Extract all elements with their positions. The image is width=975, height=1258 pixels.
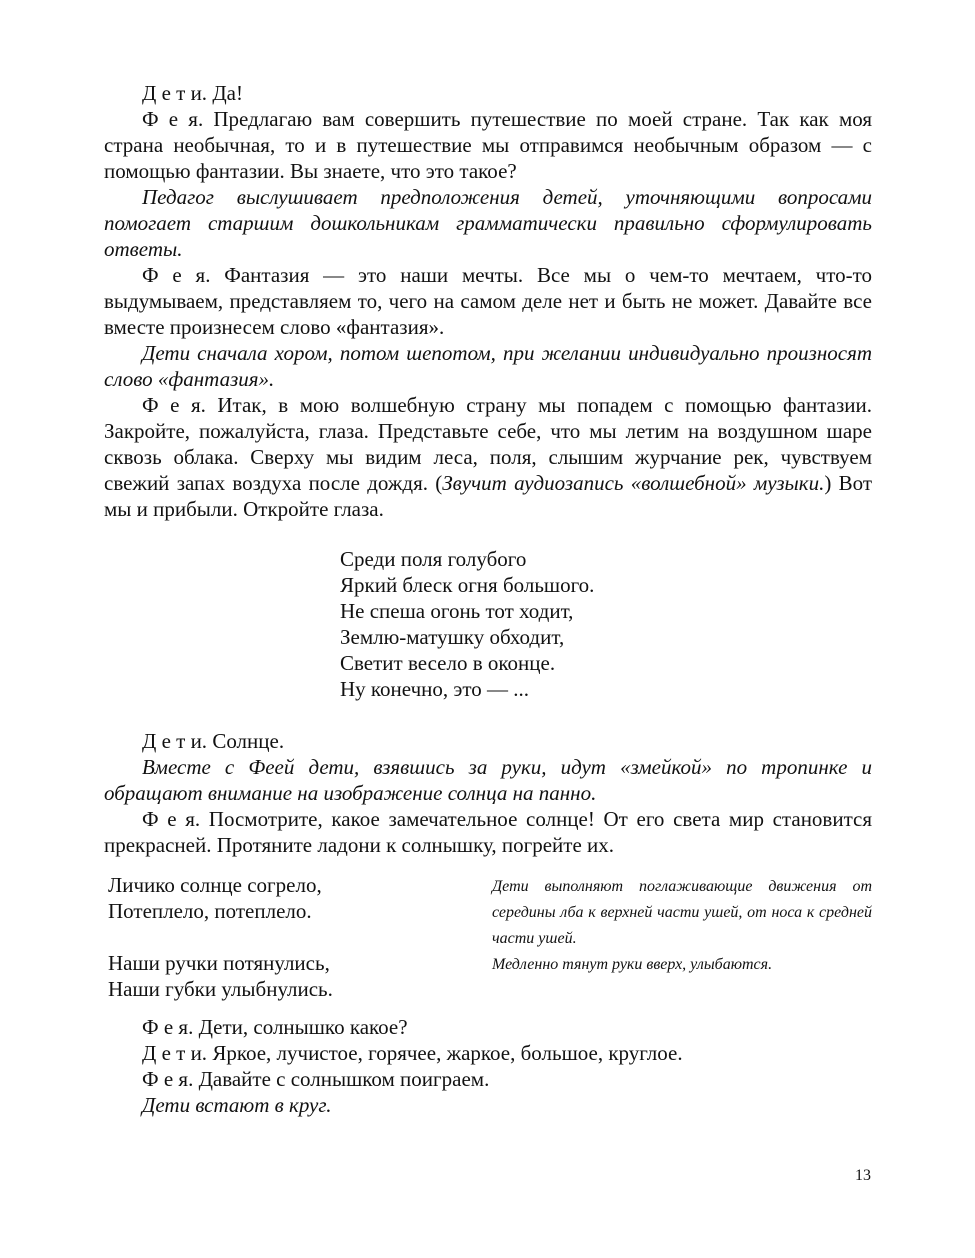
poem-line: Яркий блеск огня большого. [340, 573, 595, 597]
exercise-block [104, 872, 872, 1002]
paragraph: Ф е я. Дети, солнышко какое? [142, 1015, 408, 1039]
verse-line: Наши губки улыбнулись. [108, 977, 333, 1001]
stage-direction: Педагог выслушивает предположения детей, уточняющими вопросами помогает старшим дошкольникам грамматически правильно сформулировать ответы. [104, 185, 872, 261]
riddle-poem [340, 546, 872, 702]
paragraph: Д е т и. Да! [142, 81, 243, 105]
exercise-note: Медленно тянут руки вверх, улыбаются. [492, 956, 773, 973]
paragraph: Ф е я. Итак, в мою волшебную страну мы попадем с помощью фантазии. Закройте, пожалуйста, глаза. Представьте себе, что мы летим на воздушном шаре сквозь облака. Сверху мы видим леса, поля, слышим журчание рек, чувствуем свежий запах воздуха после дождя. (Звучит аудиозапись «волшебной» музыки.) Вот мы и прибыли. Откройте глаза. [104, 393, 873, 521]
exercise-notes [492, 872, 872, 1002]
paragraph: Ф е я. Предлагаю вам совершить путешествие по моей стране. Так как моя страна необычная, то и в путешествие мы отправимся необычным образом — с помощью фантазии. Вы знаете, что это такое? [104, 107, 872, 183]
paragraph: Д е т и. Солнце. [142, 729, 285, 753]
stage-direction: Дети сначала хором, потом шепотом, при желании индивидуально произносят слово «фантазия». [104, 341, 872, 391]
paragraph: Д е т и. Яркое, лучистое, горячее, жаркое, большое, круглое. [142, 1041, 683, 1065]
poem-line: Не спеша огонь тот ходит, [340, 599, 574, 623]
exercise-note: Дети выполняют поглаживающие движения от середины лба к верхней части ушей, от носа к средней части ушей. [492, 878, 872, 947]
exercise-verse [104, 872, 492, 1002]
paragraph: Ф е я. Посмотрите, какое замечательное солнце! От его света мир становится прекрасней. Протяните ладони к солнышку, погрейте их. [104, 807, 872, 857]
poem-line: Землю-матушку обходит, [340, 625, 565, 649]
paragraph: Ф е я. Давайте с солнышком поиграем. [142, 1067, 490, 1091]
page-number: 13 [855, 1167, 871, 1184]
stage-direction: Вместе с Феей дети, взявшись за руки, идут «змейкой» по тропинке и обращают внимание на изображение солнца на панно. [104, 755, 872, 805]
poem-line: Ну конечно, это — ... [340, 677, 530, 701]
paragraph: Ф е я. Фантазия — это наши мечты. Все мы о чем-то мечтаем, что-то выдумываем, представляем то, чего на самом деле нет и быть не может. Давайте все вместе произнесем слово «фантазия». [104, 263, 873, 339]
verse-line: Наши ручки потянулись, [108, 951, 330, 975]
verse-line: Личико солнце согрело, [108, 873, 322, 897]
poem-line: Среди поля голубого [340, 547, 527, 571]
poem-line: Светит весело в оконце. [340, 651, 556, 675]
stage-direction: Дети встают в круг. [142, 1093, 332, 1117]
page-body [104, 80, 872, 1118]
verse-line: Потеплело, потеплело. [108, 899, 312, 923]
